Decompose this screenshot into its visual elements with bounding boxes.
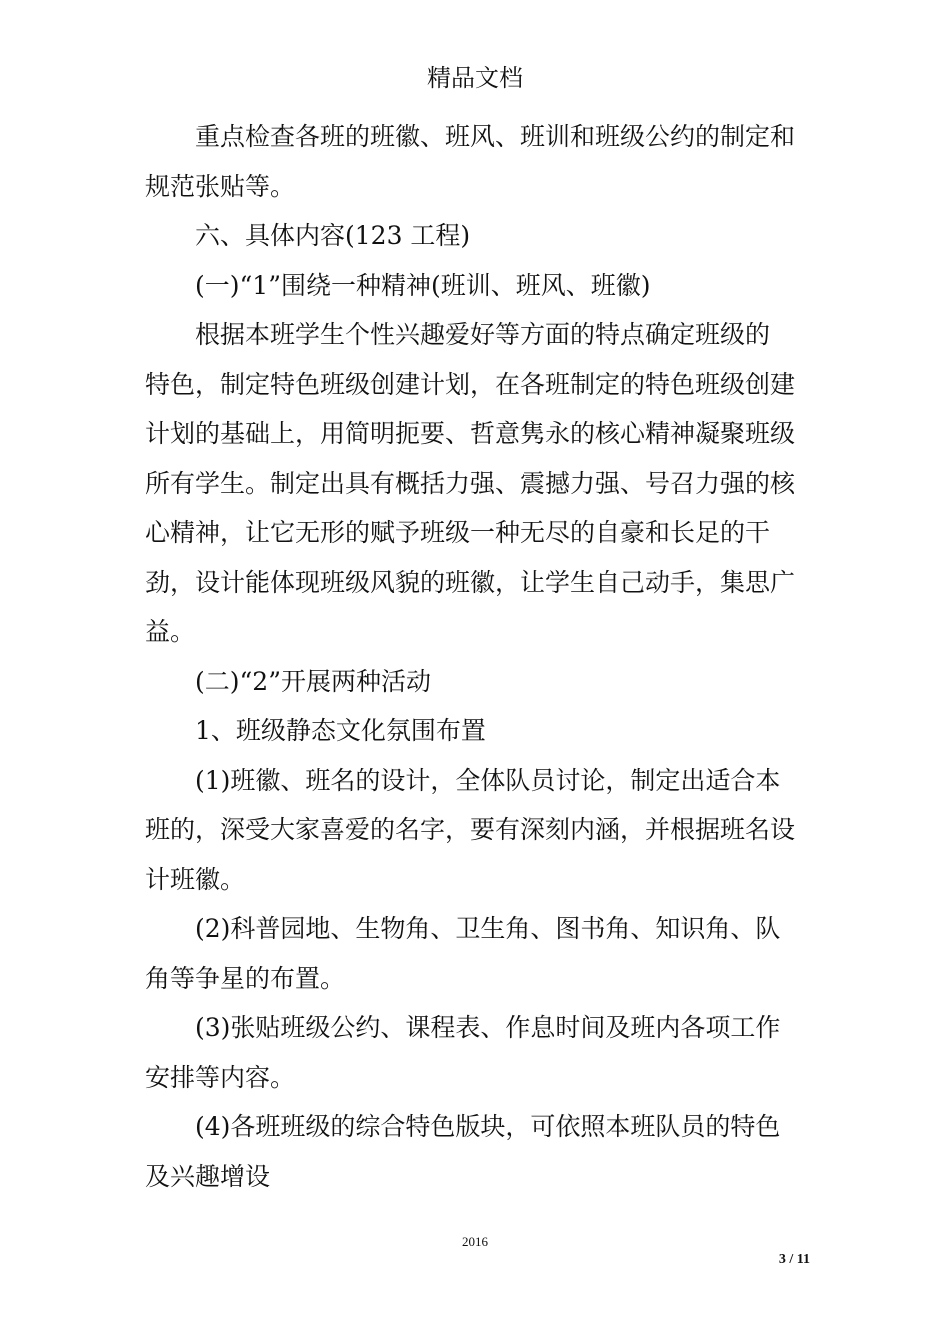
text-line: 计班徽。 xyxy=(145,864,246,894)
text-line: 计划的基础上，用简明扼要、哲意隽永的核心精神凝聚班级 xyxy=(145,419,796,448)
text-line: 角等争星的布置。 xyxy=(145,963,346,993)
footer-year: 2016 xyxy=(462,1234,488,1249)
subsection-heading: (一)“1”围绕一种精神(班训、班风、班徽) xyxy=(195,270,651,300)
text-line: 重点检查各班的班徽、班风、班训和班级公约的制定和 xyxy=(195,122,796,151)
text-line: 班的，深受大家喜爱的名字，要有深刻内涵，并根据班名设 xyxy=(145,815,796,844)
text-line: 所有学生。制定出具有概括力强、震撼力强、号召力强的核 xyxy=(145,468,796,498)
list-item: (4)各班班级的综合特色版块，可依照本班队员的特色 xyxy=(195,1112,781,1141)
page-header: 精品文档 xyxy=(427,64,523,92)
text-line: 劲，设计能体现班级风貌的班徽，让学生自己动手，集思广 xyxy=(145,567,796,597)
text-line: 根据本班学生个性兴趣爱好等方面的特点确定班级的 xyxy=(195,320,771,349)
text-line: 特色，制定特色班级创建计划，在各班制定的特色班级创建 xyxy=(145,369,796,399)
list-item: (1)班徽、班名的设计，全体队员讨论，制定出适合本 xyxy=(195,765,781,795)
document-body xyxy=(145,112,835,1201)
text-line: 心精神，让它无形的赋予班级一种无尽的自豪和长足的干 xyxy=(145,518,771,547)
page-number: 3 / 11 xyxy=(778,1252,810,1267)
subsection-heading: (二)“2”开展两种活动 xyxy=(195,666,431,696)
text-line: 及兴趣增设 xyxy=(145,1161,271,1191)
section-heading: 六、具体内容(123 工程) xyxy=(195,221,471,250)
text-line: 益。 xyxy=(145,617,196,646)
list-item: (3)张贴班级公约、课程表、作息时间及班内各项工作 xyxy=(195,1013,781,1042)
text-line: 安排等内容。 xyxy=(145,1062,296,1092)
list-item: (2)科普园地、生物角、卫生角、图书角、知识角、队 xyxy=(195,914,781,943)
text-line: 规范张贴等。 xyxy=(145,171,296,201)
list-heading: 1、班级静态文化氛围布置 xyxy=(195,716,486,745)
